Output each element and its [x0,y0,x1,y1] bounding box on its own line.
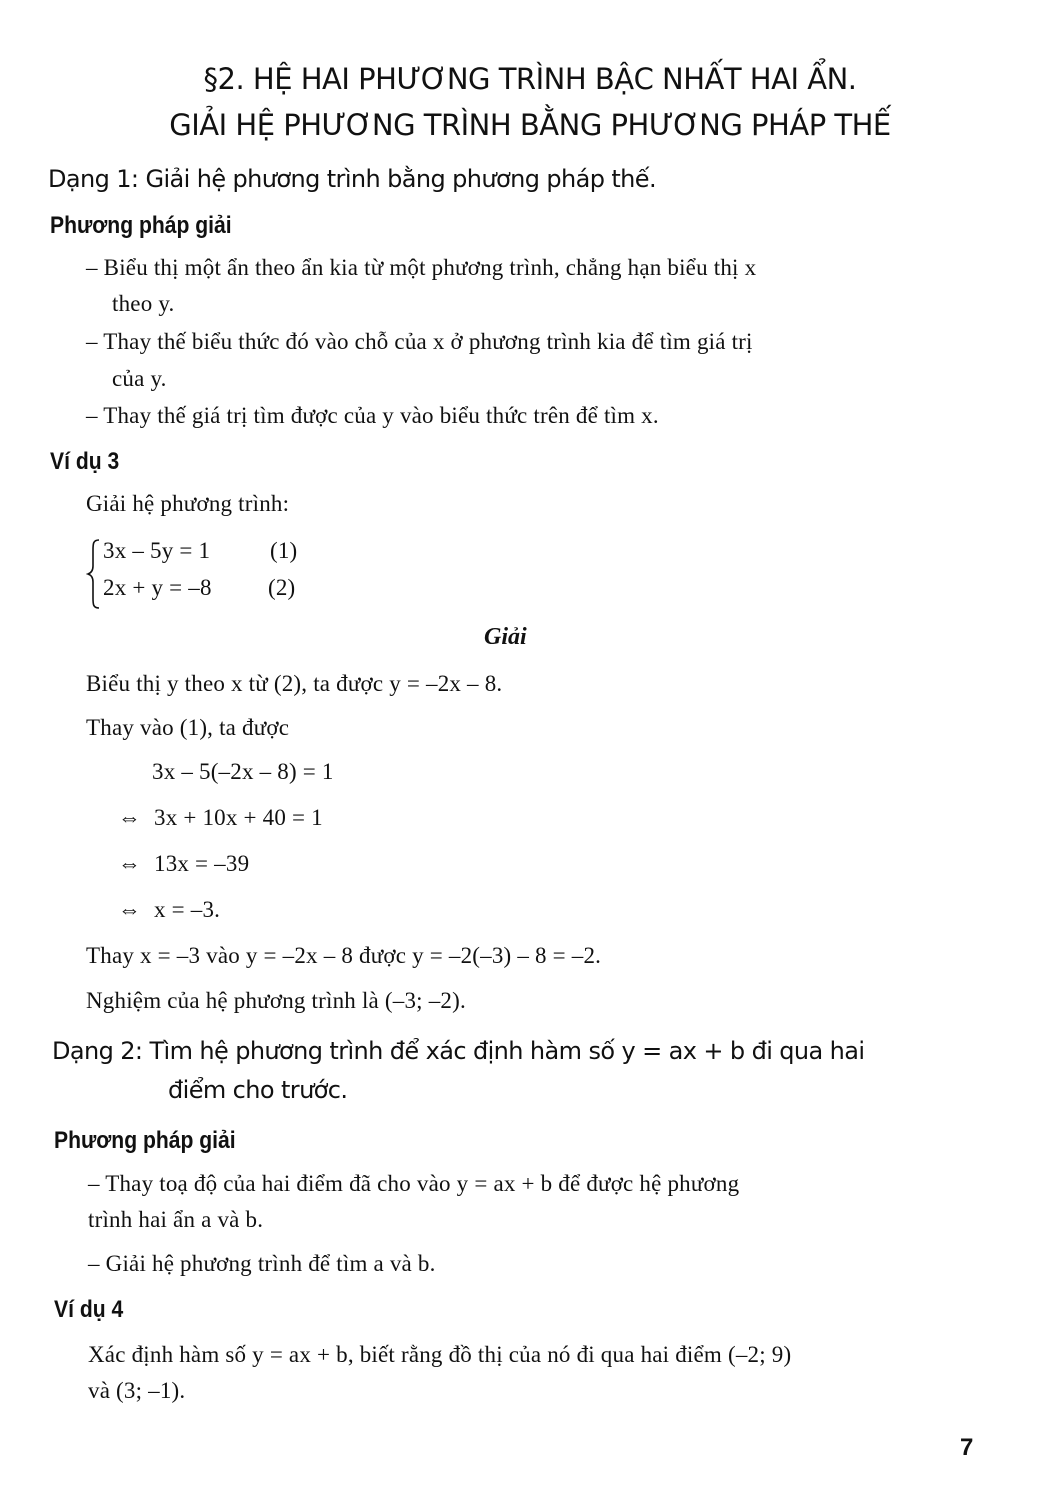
dang1-step2-line1: – Thay thế biểu thức đó vào chỗ của x ở phương trình kia để tìm giá trị [86,329,753,354]
solution-line1: Biểu thị y theo x từ (2), ta được y = –2x – 8. [86,671,503,696]
solution-line3: 3x – 5(–2x – 8) = 1 [152,759,334,784]
dang2-heading-line1: Dạng 2: Tìm hệ phương trình để xác định hàm số y = ax + b đi qua hai [52,1037,865,1065]
equivalence-icon: ⇔ [118,897,142,922]
left-brace-icon [86,538,102,610]
equation-1-label: (1) [270,538,298,563]
example4-heading: Ví dụ 4 [54,1296,124,1323]
equation-2-label: (2) [268,575,296,600]
solution-step-3 [118,897,220,923]
dang1-heading: Dạng 1: Giải hệ phương trình bằng phương pháp thế. [48,165,656,193]
equivalence-icon: ⇔ [118,805,142,830]
dang2-heading-line2: điểm cho trước. [168,1076,348,1104]
solution-line7: Thay x = –3 vào y = –2x – 8 được y = –2(–3) – 8 = –2. [86,943,602,968]
equation-2: 2x + y = –8 [103,575,212,600]
solution-line2: Thay vào (1), ta được [86,715,290,740]
section-title-line2: GIẢI HỆ PHƯƠNG TRÌNH BẰNG PHƯƠNG PHÁP THẾ [169,108,891,142]
section-title-line1: §2. HỆ HAI PHƯƠNG TRÌNH BẬC NHẤT HAI ẨN. [203,62,857,96]
solution-conclusion: Nghiệm của hệ phương trình là (–3; –2). [86,988,466,1013]
solution-line6: x = –3. [154,897,221,922]
dang1-method-heading: Phương pháp giải [50,212,232,239]
dang1-step3-line1: – Thay thế giá trị tìm được của y vào biểu thức trên để tìm x. [86,403,659,428]
solution-step-2 [118,851,249,877]
example3-heading: Ví dụ 3 [50,448,120,475]
equivalence-icon: ⇔ [118,851,142,876]
example4-line2: và (3; –1). [88,1378,186,1403]
example4-line1: Xác định hàm số y = ax + b, biết rằng đồ thị của nó đi qua hai điểm (–2; 9) [88,1342,792,1367]
dang2-method-heading: Phương pháp giải [54,1127,236,1154]
solution-line4: 3x + 10x + 40 = 1 [154,805,323,830]
equation-1: 3x – 5y = 1 [103,538,211,563]
page-number: 7 [960,1434,974,1461]
dang1-step1-line1: – Biểu thị một ẩn theo ẩn kia từ một phương trình, chẳng hạn biểu thị x [86,255,757,280]
dang1-step2-line2: của y. [112,366,167,391]
solution-heading: Giải [484,624,527,650]
dang2-step1-line1: – Thay toạ độ của hai điểm đã cho vào y = ax + b để được hệ phương [88,1171,740,1196]
dang2-step2-line1: – Giải hệ phương trình để tìm a và b. [88,1251,436,1276]
solution-line5: 13x = –39 [154,851,250,876]
example3-prompt: Giải hệ phương trình: [86,491,290,516]
dang2-step1-line2: trình hai ẩn a và b. [88,1207,264,1232]
solution-step-1 [118,805,323,831]
dang1-step1-line2: theo y. [112,291,175,316]
